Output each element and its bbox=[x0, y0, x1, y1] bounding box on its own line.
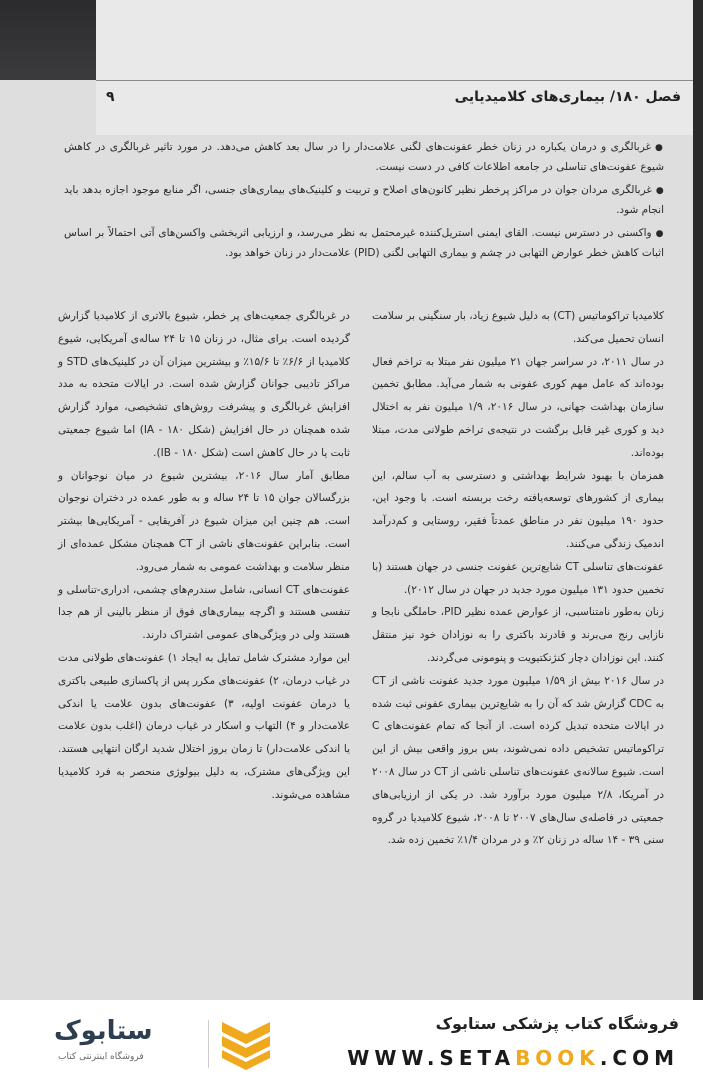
paragraph: زنان به‌طور نامتناسبی، از عوارض عمده نظیر PID، حاملگی نابجا و نازایی رنج می‌برند و قادرند باکتری را به نوزادان خود نیز منتقل کنند. این نوزادان دچار کنژنکتیویت و پنومونی می‌گردند. bbox=[372, 606, 664, 664]
store-logo[interactable] bbox=[18, 1012, 278, 1072]
chapter-header bbox=[96, 0, 693, 135]
page-number: ۹ bbox=[106, 89, 115, 105]
paragraph: در غربالگری جمعیت‌های پر خطر، شیوع بالاتری از کلامیدیا گزارش گردیده است. برای مثال، در زنان ۱۵ تا ۲۴ ساله‌ی آمریکایی، شیوع کلامیدیا از ۶/۶٪ تا ۱۵/۶٪ و بیشترین میزان آن در کلینیک‌های STD و مراکز تادیبی جوانان گزارش شده است. در ایالات متحده به مدد افزایش غربالگری و پیشرفت روش‌های تشخیصی، موارد گزارش شده همچنان در حال افزایش (شکل IA - ۱۸۰) اما شیوع جمعیتی ثابت یا در حال کاهش است (شکل IB - ۱۸۰). bbox=[58, 310, 351, 459]
book-cover-edge bbox=[693, 0, 703, 1000]
summary-bullets bbox=[64, 138, 664, 267]
bullet-dot-icon: ● bbox=[655, 229, 664, 239]
paragraph: کلامیدیا تراکوماتیس (CT) به دلیل شیوع زیاد، بار سنگینی بر سلامت انسان تحمیل می‌کند. bbox=[372, 310, 664, 345]
bullet-dot-icon: ● bbox=[655, 186, 664, 196]
paragraph: عفونت‌های تناسلی CT شایع‌ترین عفونت جنسی در جهان هستند (با تخمین حدود ۱۳۱ میلیون مورد جدید در جهان در سال ۲۰۱۲). bbox=[372, 560, 664, 596]
text-column-right bbox=[372, 305, 664, 852]
store-watermark-banner bbox=[0, 1000, 703, 1080]
store-url-link[interactable]: WWW.SETABOOK.COM bbox=[347, 1046, 679, 1070]
logo-wordmark: ستابوک bbox=[54, 1016, 153, 1046]
bullet-dot-icon: ● bbox=[655, 143, 664, 153]
logo-tagline: فروشگاه اینترنتی کتاب bbox=[58, 1052, 144, 1062]
paragraph: عفونت‌های CT انسانی، شامل سندرم‌های چشمی، ادراری-تناسلی و تنفسی هستند و اگرچه بیماری‌های فوق از منظر بالینی از هم جدا هستند ولی در ویژگی‌های عمومی اشتراک دارند. bbox=[58, 583, 351, 642]
paragraph: در سال ۲۰۱۱، در سراسر جهان ۲۱ میلیون نفر مبتلا به تراخم فعال بوده‌اند که عامل مهم کوری عفونی به شمار می‌آید. مطابق تخمین سازمان بهداشت جهانی، در سال ۲۰۱۶، ۱/۹ میلیون نفر به اختلال دید و کوری غیر قابل برگشت در نتیجه‌ی تراخم طولانی مدت، مبتلا بوده‌اند. bbox=[372, 355, 664, 459]
chevron-stack-icon bbox=[218, 1018, 274, 1070]
paragraph: مطابق آمار سال ۲۰۱۶، بیشترین شیوع در میان نوجوانان و بزرگسالان جوان ۱۵ تا ۲۴ ساله و به طور عمده در دختران نوجوان است. هم چنین این میزان شیوع در آفریقایی - آمریکایی‌ها بیشتر است. بنابراین عفونت‌های ناشی از CT همچنان مشکل عمده‌ای از منظر سلامت و بهداشت عمومی به شمار می‌رود. bbox=[58, 469, 351, 573]
paragraph: همزمان با بهبود شرایط بهداشتی و دسترسی به آب سالم، این بیماری از کشورهای توسعه‌یافته رخت بربسته است. با وجود این، حدود ۱۹۰ میلیون نفر در مناطق عمدتاً فقیر، روستایی و کم‌درآمد اندمیک زندگی می‌کنند. bbox=[372, 469, 665, 550]
header-rule bbox=[96, 80, 693, 81]
paragraph: این موارد مشترک شامل تمایل به ایجاد ۱) عفونت‌های طولانی مدت در غیاب درمان، ۲) عفونت‌های مکرر پس از پاکسازی طبیعی باکتری یا درمان عفونت اولیه، ۳) عفونت‌های بدون علامت یا اندکی علامت‌دار و ۴) التهاب و اسکار در غیاب درمان (اغلب بدون علامت یا اندکی علامت‌دار) تا زمان بروز اختلال شدید ارگان انتهایی هستند. این ویژگی‌های مشترک، به دلیل بیولوژی منحصر به فرد کلامیدیا مشاهده می‌شوند. bbox=[58, 651, 351, 801]
bullet-item: ●غربالگری و درمان یکباره در زنان خطر عفونت‌های لگنی علامت‌دار را در سال بعد کاهش می‌دهد. در مورد تاثیر غربالگری در کاهش شیوع عفونت‌های تناسلی در جامعه اطلاعات کافی در دست نیست. bbox=[64, 141, 664, 173]
logo-divider bbox=[208, 1020, 209, 1068]
chapter-title: فصل ۱۸۰/ بیماری‌های کلامیدیایی bbox=[454, 89, 681, 105]
text-column-left bbox=[58, 305, 350, 807]
paragraph: در سال ۲۰۱۶ بیش از ۱/۵۹ میلیون مورد جدید عفونت ناشی از CT به CDC گزارش شد که آن را به شایع‌ترین بیماری عفونی ثبت شده در ایالات متحده تبدیل کرده است. از آنجا که تمام عفونت‌های C تراکوماتیس تشخیص داده نمی‌شوند، بس بروز واقعی بیش از این است. شیوع سالانه‌ی عفونت‌های تناسلی ناشی از CT در سال ۲۰۰۸ در آمریکا، ۲/۸ میلیون مورد برآورد شد. در یکی از ارزیابی‌های جمعیتی در فاصله‌ی سال‌های ۲۰۰۷ تا ۲۰۰۸، شیوع کلامیدیا در گروه سنی ۳۹ - ۱۴ ساله در زنان ۲٪ و در مردان ۱/۴٪ تخمین زده شد. bbox=[371, 674, 665, 847]
bullet-item: ●واکسنی در دسترس نیست. القای ایمنی استریل‌کننده غیرمحتمل به نظر می‌رسد، و ارزیابی اثربخشی واکسن‌های آتی احتمالاً بر اساس اثبات کاهش خطر عوارض التهابی در چشم و بیماری التهابی لگنی (PID) علامت‌دار در زنان خواهد بود. bbox=[64, 227, 664, 259]
store-name: فروشگاه کتاب پزشکی ستابوک bbox=[435, 1014, 679, 1033]
bullet-item: ●غربالگری مردان جوان در مراکز پرخطر نظیر کانون‌های اصلاح و تربیت و کلینیک‌های بیماری‌های جنسی، اگر منابع موجود اجازه بدهد باید انجام شود. bbox=[64, 184, 664, 216]
